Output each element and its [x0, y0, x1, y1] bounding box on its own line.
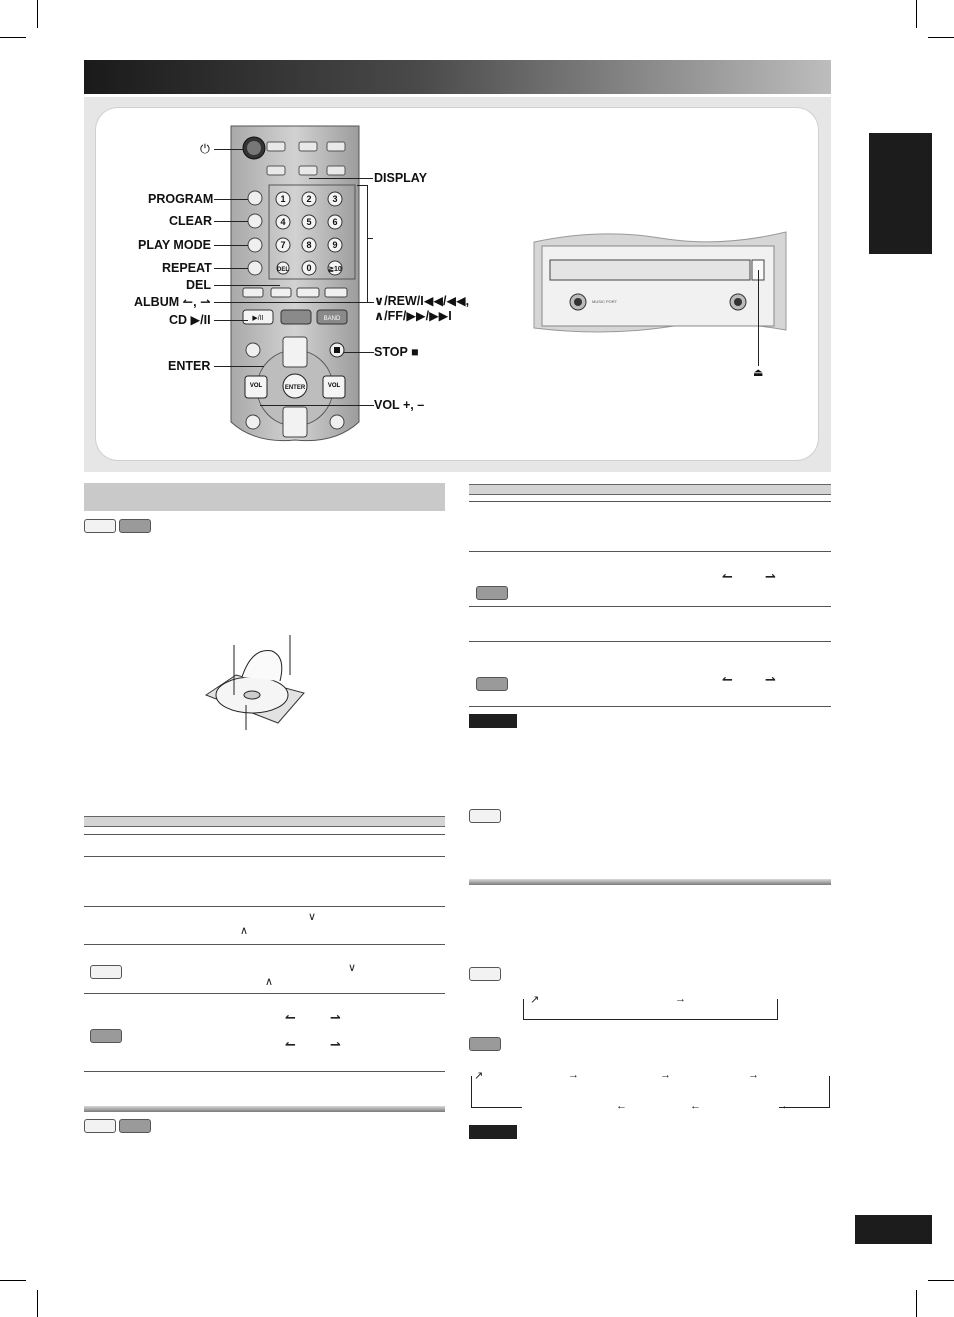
album-forward-icon: ⇀: [330, 1010, 341, 1025]
svg-text:6: 6: [332, 217, 338, 227]
media-badge: [476, 677, 508, 691]
table-rule: [84, 906, 445, 907]
crop-mark: [37, 1290, 38, 1317]
svg-text:9: 9: [332, 240, 338, 250]
media-badge: [119, 1119, 151, 1133]
enter-label: ENTER: [168, 359, 211, 373]
svg-text:BAND: BAND: [323, 316, 341, 322]
mode-cycle-diagram: [523, 999, 778, 1020]
note-tag: [469, 714, 517, 728]
eject-icon: ⏏: [753, 367, 764, 379]
down-chevron-icon: ∨: [348, 962, 357, 974]
disc-loading-illustration: [200, 635, 310, 730]
cd-play-label: CD ▶/II: [169, 313, 211, 327]
svg-text:DEL: DEL: [277, 267, 289, 273]
leader-line: [214, 285, 280, 286]
table-rule: [84, 834, 445, 835]
svg-text:3: 3: [332, 194, 338, 204]
ff-label: ∧/FF/▶▶/▶▶I: [374, 309, 452, 323]
bracket-line: [367, 185, 368, 302]
leader-line: [344, 352, 374, 353]
up-chevron-icon: ∧: [240, 925, 249, 937]
crop-mark: [916, 1290, 917, 1317]
table-header: [469, 484, 831, 495]
leader-line: [260, 405, 374, 406]
arrow-right-icon: ↗: [474, 1070, 484, 1082]
section-divider: [469, 879, 831, 885]
leader-line: [214, 245, 248, 246]
section-header-bar: [84, 60, 831, 94]
leader-line: [214, 302, 374, 303]
media-badge: [84, 1119, 116, 1133]
arrow-right-icon: →: [660, 1069, 671, 1081]
album-back-icon: ↼: [285, 1010, 296, 1025]
table-rule: [84, 944, 445, 945]
svg-text:7: 7: [280, 240, 286, 250]
table-rule: [469, 706, 831, 707]
leader-line: [214, 149, 244, 150]
leader-line: [214, 320, 248, 321]
up-chevron-icon: ∧: [265, 976, 274, 988]
table-header: [84, 816, 445, 827]
album-back-icon: ↼: [722, 672, 733, 687]
media-badge: [90, 1029, 122, 1043]
leader-line: [214, 268, 248, 269]
table-rule: [469, 501, 831, 502]
crop-mark: [916, 0, 917, 28]
section-divider: [84, 1106, 445, 1112]
media-badge: [469, 1037, 501, 1051]
media-badge: [476, 586, 508, 600]
media-badge: [469, 967, 501, 981]
crop-mark: [928, 1280, 954, 1281]
media-badge: [90, 965, 122, 979]
page-number-tab: [855, 1215, 932, 1244]
album-forward-icon: ⇀: [765, 672, 776, 687]
table-rule: [84, 1071, 445, 1072]
media-badge: [119, 519, 151, 533]
album-back-icon: ↼: [285, 1037, 296, 1052]
down-chevron-icon: ∨: [308, 911, 317, 923]
leader-line: [214, 366, 264, 367]
del-label: DEL: [186, 278, 211, 292]
bracket-line: [357, 302, 367, 303]
svg-text:5: 5: [306, 217, 312, 227]
table-rule: [469, 606, 831, 607]
stop-label: STOP ■: [374, 345, 419, 359]
music-port-jack-label: MUSIC PORT: [592, 299, 618, 304]
remote-control-illustration: [225, 122, 365, 444]
eject-leader: [758, 270, 759, 366]
leader-line: [214, 199, 248, 200]
svg-text:ENTER: ENTER: [284, 385, 306, 391]
svg-text:▶/II: ▶/II: [252, 315, 264, 322]
svg-text:1: 1: [280, 194, 286, 204]
arrow-left-icon: ←: [690, 1100, 701, 1112]
crop-mark: [0, 1280, 26, 1281]
power-label: ⏻: [200, 142, 210, 156]
svg-text:4: 4: [280, 217, 286, 227]
table-rule: [84, 993, 445, 994]
arrow-right-icon: →: [748, 1069, 759, 1081]
arrow-left-icon: ←: [781, 1100, 792, 1112]
svg-text:0: 0: [306, 263, 312, 273]
album-forward-icon: ⇀: [330, 1037, 341, 1052]
album-back-icon: ↼: [722, 569, 733, 584]
leader-line: [309, 178, 373, 179]
bracket-line: [367, 238, 373, 239]
language-side-tab: [869, 133, 932, 254]
media-badge: [469, 809, 501, 823]
section-title-bar: [84, 483, 445, 511]
table-rule: [469, 551, 831, 552]
arrow-right-icon: ↗: [530, 994, 540, 1006]
album-forward-icon: ⇀: [765, 569, 776, 584]
svg-text:2: 2: [306, 194, 312, 204]
svg-text:VOL: VOL: [327, 383, 341, 389]
crop-mark: [0, 37, 26, 38]
program-label: PROGRAM: [148, 192, 214, 206]
svg-text:≧10: ≧10: [328, 266, 342, 273]
bracket-line: [357, 185, 367, 186]
table-rule: [469, 641, 831, 642]
display-label: DISPLAY: [374, 171, 428, 185]
table-rule: [84, 856, 445, 857]
crop-mark: [37, 0, 38, 28]
play-mode-label: PLAY MODE: [138, 238, 211, 252]
arrow-right-icon: →: [568, 1069, 579, 1081]
cd-unit-illustration: [530, 228, 790, 338]
arrow-right-icon: →: [675, 993, 686, 1005]
svg-text:8: 8: [306, 240, 312, 250]
crop-mark: [928, 37, 954, 38]
rew-label: ∨/REW/I◀◀/◀◀,: [374, 294, 470, 308]
vol-label: VOL +, –: [374, 398, 425, 412]
svg-text:VOL: VOL: [249, 383, 263, 389]
arrow-left-icon: ←: [616, 1100, 627, 1112]
note-tag: [469, 1125, 517, 1139]
repeat-label: REPEAT: [162, 261, 212, 275]
clear-label: CLEAR: [169, 214, 213, 228]
media-badge: [84, 519, 116, 533]
album-label: ALBUM ↼, ⇀: [134, 295, 211, 309]
leader-line: [214, 221, 248, 222]
